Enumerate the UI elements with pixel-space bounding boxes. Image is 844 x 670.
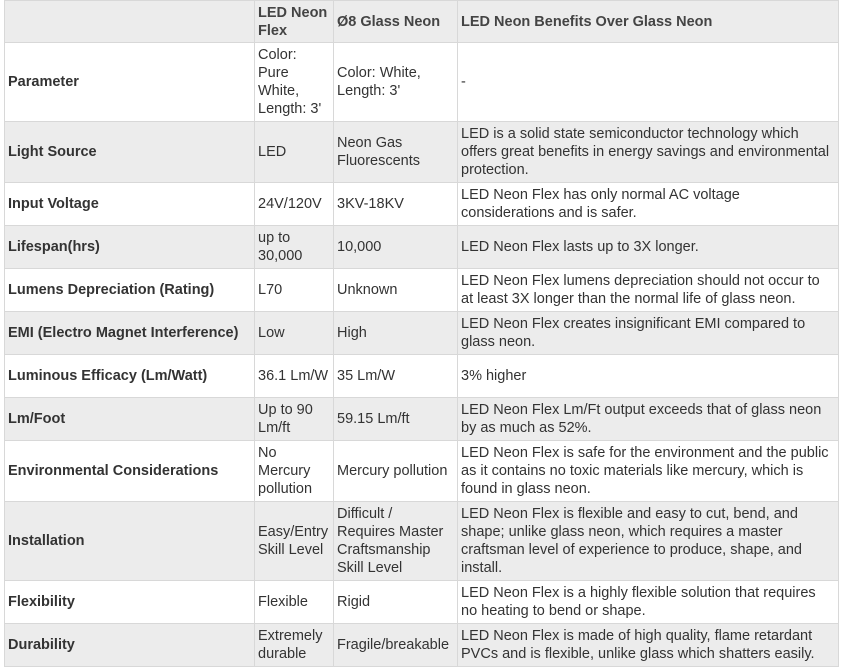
glass-cell: Neon Gas Fluorescents bbox=[334, 122, 458, 183]
glass-cell: 10,000 bbox=[334, 226, 458, 269]
header-led-neon-flex: LED Neon Flex bbox=[255, 1, 334, 43]
glass-cell: Unknown bbox=[334, 269, 458, 312]
benefit-cell: LED Neon Flex creates insignificant EMI compared to glass neon. bbox=[458, 312, 839, 355]
benefit-cell: LED Neon Flex is a highly flexible solution that requires no heating to bend or shape. bbox=[458, 581, 839, 624]
glass-cell: Color: White, Length: 3' bbox=[334, 43, 458, 122]
row-label: Lm/Foot bbox=[5, 398, 255, 441]
table-row bbox=[5, 183, 839, 226]
row-label: Durability bbox=[5, 624, 255, 667]
glass-cell: 59.15 Lm/ft bbox=[334, 398, 458, 441]
table-row bbox=[5, 122, 839, 183]
led-cell: Easy/Entry Skill Level bbox=[255, 502, 334, 581]
header-glass-neon: Ø8 Glass Neon bbox=[334, 1, 458, 43]
benefit-cell: LED Neon Flex is safe for the environment and the public as it contains no toxic materials like mercury, which is found in glass neon. bbox=[458, 441, 839, 502]
benefit-cell: LED is a solid state semiconductor technology which offers great benefits in energy savings and environmental protection. bbox=[458, 122, 839, 183]
table-row bbox=[5, 312, 839, 355]
benefit-cell: LED Neon Flex lumens depreciation should not occur to at least 3X longer than the normal life of glass neon. bbox=[458, 269, 839, 312]
table-row bbox=[5, 624, 839, 667]
led-cell: 24V/120V bbox=[255, 183, 334, 226]
led-cell: up to 30,000 bbox=[255, 226, 334, 269]
table-row bbox=[5, 581, 839, 624]
benefit-cell: LED Neon Flex is flexible and easy to cut, bend, and shape; unlike glass neon, which requires a master craftsman level of experience to produce, shape, and install. bbox=[458, 502, 839, 581]
led-cell: No Mercury pollution bbox=[255, 441, 334, 502]
led-cell: LED bbox=[255, 122, 334, 183]
benefit-cell: LED Neon Flex has only normal AC voltage considerations and is safer. bbox=[458, 183, 839, 226]
comparison-table bbox=[4, 0, 839, 667]
glass-cell: 3KV-18KV bbox=[334, 183, 458, 226]
led-cell: Extremely durable bbox=[255, 624, 334, 667]
row-label: Installation bbox=[5, 502, 255, 581]
header-row bbox=[5, 1, 839, 43]
led-cell: Flexible bbox=[255, 581, 334, 624]
row-label: Environmental Considerations bbox=[5, 441, 255, 502]
row-label: Luminous Efficacy (Lm/Watt) bbox=[5, 355, 255, 398]
table-row bbox=[5, 226, 839, 269]
benefit-cell: 3% higher bbox=[458, 355, 839, 398]
row-label: EMI (Electro Magnet Interference) bbox=[5, 312, 255, 355]
glass-cell: Rigid bbox=[334, 581, 458, 624]
led-cell: 36.1 Lm/W bbox=[255, 355, 334, 398]
header-empty-cell bbox=[5, 1, 255, 43]
table-row bbox=[5, 43, 839, 122]
benefit-cell: LED Neon Flex lasts up to 3X longer. bbox=[458, 226, 839, 269]
row-label: Light Source bbox=[5, 122, 255, 183]
row-label: Lifespan(hrs) bbox=[5, 226, 255, 269]
benefit-cell: LED Neon Flex Lm/Ft output exceeds that of glass neon by as much as 52%. bbox=[458, 398, 839, 441]
table-row bbox=[5, 269, 839, 312]
glass-cell: Fragile/breakable bbox=[334, 624, 458, 667]
glass-cell: High bbox=[334, 312, 458, 355]
led-cell: Up to 90 Lm/ft bbox=[255, 398, 334, 441]
benefit-cell: - bbox=[458, 43, 839, 122]
led-cell: Low bbox=[255, 312, 334, 355]
table-row bbox=[5, 355, 839, 398]
table-row bbox=[5, 398, 839, 441]
row-label: Input Voltage bbox=[5, 183, 255, 226]
led-cell: Color: Pure White, Length: 3' bbox=[255, 43, 334, 122]
row-label: Lumens Depreciation (Rating) bbox=[5, 269, 255, 312]
benefit-cell: LED Neon Flex is made of high quality, flame retardant PVCs and is flexible, unlike glass which shatters easily. bbox=[458, 624, 839, 667]
table-row bbox=[5, 441, 839, 502]
glass-cell: Mercury pollution bbox=[334, 441, 458, 502]
table-row bbox=[5, 502, 839, 581]
row-label: Flexibility bbox=[5, 581, 255, 624]
header-benefits: LED Neon Benefits Over Glass Neon bbox=[458, 1, 839, 43]
led-cell: L70 bbox=[255, 269, 334, 312]
glass-cell: 35 Lm/W bbox=[334, 355, 458, 398]
row-label: Parameter bbox=[5, 43, 255, 122]
glass-cell: Difficult / Requires Master Craftsmanship Skill Level bbox=[334, 502, 458, 581]
